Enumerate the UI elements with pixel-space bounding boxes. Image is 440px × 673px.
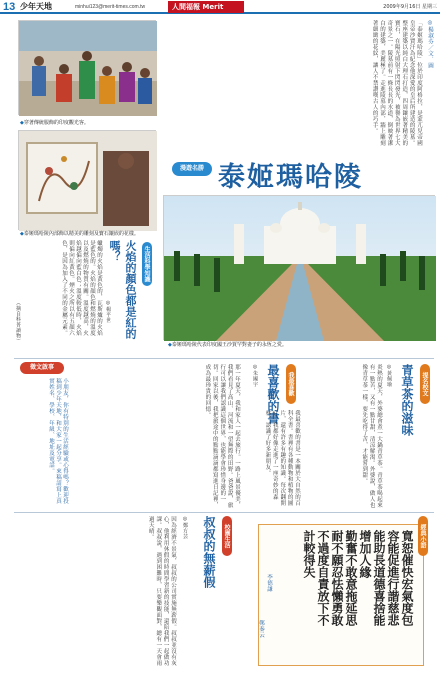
poem-line: 增加人緣 [358, 530, 372, 578]
announcement-badge: 徵文啟事 [20, 362, 64, 374]
tea-badge: 提名校文 [420, 364, 430, 404]
section-title: 少年天地 [20, 2, 52, 11]
book-title: 最喜歡的書 [266, 364, 280, 424]
holiday-body: 因為經濟不景氣，叔叔的公司實施無薪假。叔叔並沒有灰心，他利用休假的時間學習新的技能，還陪我們一起做功課。叔叔說，遇到困難時，只要樂觀面對，總有一天會雨過天晴。 [147, 516, 176, 666]
poem-line: 容能促進行諧慈悲 [386, 530, 400, 626]
poem-lines [268, 530, 414, 660]
poem-badge: 經典小語 [418, 516, 428, 556]
photo-tourists [18, 20, 156, 115]
science-body: 蠟燭的火焰是黃色的，瓦斯爐的火焰是藍色的。火焰的顏色和燃燒的溫度以及燃燒的物質有關。溫度越高，火焰越偏向藍白色；溫度較低時，火焰則偏向紅黃色。煙火之所以有五顏六色，是因為加入了不同的金屬元素。 [61, 240, 102, 336]
feature-badge: 漫遊名勝 [172, 162, 212, 176]
caption-carving: ◆ 泰姬瑪哈陵內部飾以精美的雕刻及寶石鑲嵌的花樣。 [20, 231, 139, 238]
poem-line: 勤奮不敢意拖延思 [344, 530, 358, 626]
feature-body: 「泰姬瑪哈陵」位於印度阿格拉，是蒙兀兒帝國皇帝沙賈汗為紀念他深愛的皇后所建造的陵墓。整座建築以純白大理石打造，四周鑲嵌著精美的寶石，在陽光照射下閃閃發光，被譽為世界七大奇景之一。陵墓前有一條長長的水道，倒映著潔白的建築，美麗極了。走進陵墓內部，牆上雕刻著細緻的花紋，讓人不禁讚嘆古人的巧手。 [371, 20, 422, 146]
caption-tourists: ◆ 穿著傳統服飾的印度觀光客。 [20, 120, 89, 127]
divider-lower [14, 512, 434, 513]
science-byline: ◎楊平世 [105, 300, 111, 323]
holiday-badge: 校園生活 [222, 516, 232, 556]
carving-image [19, 131, 157, 231]
section-email: minhui123@merit-times.com.tw [75, 4, 146, 10]
announcement-body: 小朋友，你有特別的生活經驗或心得嗎？歡迎投稿到少年天地，和大家一起分享。來稿請寫上真實姓名、學校、年級、地址及電話。 [48, 378, 68, 504]
poem-line: 能助長道德喜捨能 [372, 530, 386, 626]
poem-author-2: 鄭秦云 [258, 620, 264, 638]
story-body: 那一年夏天，我和家人一起去旅行。一路上風景優美，我們看見了高山、河流和一望無際的田野。爸爸說，旅行可以讓我們認識這個世界，也能學會珍惜身邊的一切。回家以後，我把旅途中的點點滴滴都寫進日記裡，成為最珍貴的回憶。 [204, 364, 240, 508]
page-header [0, 0, 440, 23]
page-number: 13 [3, 1, 16, 13]
poem-line: 不過度自責放下不 [316, 530, 330, 626]
holiday-byline: ◎鄭方芸 [182, 516, 188, 539]
tea-title: 青草茶的滋味 [400, 364, 414, 436]
issue-date: 2009年9月16日 星期三 [383, 4, 437, 10]
photo-carving [18, 130, 156, 230]
science-signature: （摘自科普讀物） [15, 300, 21, 344]
newspaper-brand: 人間福報 Merit Times [168, 1, 244, 13]
poem-line: 耐不願忍怯懶勇敢 [330, 530, 344, 626]
caption-taj-mahal: ◆ 泰姬瑪哈陵代表印度國王沙賈罕對妻子的永恆之愛。 [168, 342, 287, 349]
poem-line: 寬恕催快宏氣度包 [400, 530, 414, 626]
feature-byline: ◎楊淑芬／文．圖 [427, 20, 433, 69]
taj-mahal-image [164, 196, 436, 341]
book-body: 我最喜歡的書是一本關於大自然的百科全書。書裡有各種動物和植物的圖片，還有許多有趣的知識。每次翻開它，我都好像走進了一座奇妙的森林，認識了好多新朋友。 [264, 410, 300, 506]
tourists-image [19, 21, 157, 116]
tea-byline: ◎黃佩瑜 [386, 364, 392, 387]
science-title: 火焰的顏色都是紅的嗎？ [108, 240, 137, 339]
photo-taj-mahal [163, 195, 435, 340]
poem-line: 計較得失 [302, 530, 316, 578]
feature-title: 泰姬瑪哈陵 [218, 162, 363, 193]
book-badge: 我最喜歡 [286, 364, 296, 404]
holiday-title: 叔叔的無薪假 [202, 516, 216, 588]
book-byline: ◎朱國宇 [252, 364, 258, 387]
poem-author-1: 李德謙 [266, 574, 272, 592]
divider-mid [14, 358, 434, 359]
science-badge: 生活科學知識 [142, 242, 152, 286]
tea-body: 炎熱的夏天，外婆總會煮一大鍋青草茶。青草茶喝起來有一點苦，又有一點甘甜，清涼解渴。外婆說，做人也像青草茶一樣，要先吃得了苦，才能嘗到甜。 [361, 364, 382, 508]
